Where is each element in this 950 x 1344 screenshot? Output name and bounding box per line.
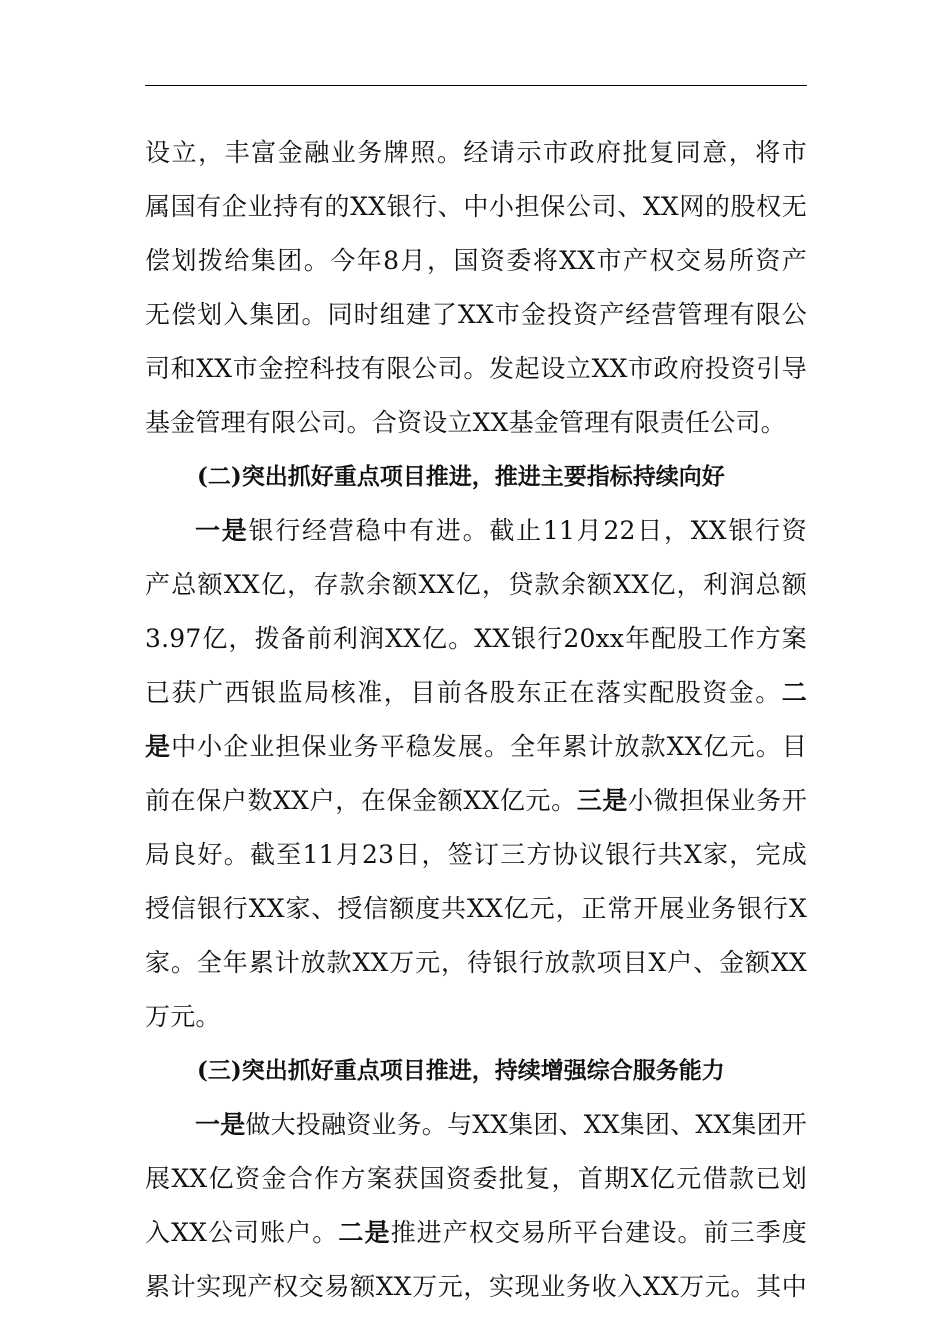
document-body	[145, 126, 807, 1314]
paragraph-line: 偿划拨给集团。今年8月，国资委将XX市产权交易所资产	[145, 246, 807, 275]
paragraph-line: 万元。	[145, 1002, 221, 1031]
paragraph-line: 司和XX市金控科技有限公司。发起设立XX市政府投资引导	[145, 354, 807, 383]
paragraph-line: 设立，丰富金融业务牌照。经请示市政府批复同意，将市	[145, 138, 807, 167]
section-heading-3: (三)突出抓好重点项目推进，持续增强综合服务能力	[197, 1057, 725, 1084]
line-text: 中小企业担保业务平稳发展。全年累计放款XX亿元。目	[171, 732, 807, 761]
line-text: 已获广西银监局核准，目前各股东正在落实配股资金。	[145, 678, 782, 707]
bold-lead: 二	[781, 678, 807, 707]
paragraph-line	[145, 774, 807, 828]
paragraph-line	[145, 1206, 807, 1260]
header-rule	[145, 85, 807, 86]
bold-lead: 是	[145, 732, 172, 761]
paragraph-line: 家。全年累计放款XX万元，待银行放款项目X户、金额XX	[145, 948, 807, 977]
line-text: 推进产权交易所平台建设。前三季度	[390, 1218, 808, 1247]
paragraph-line: 授信银行XX家、授信额度共XX亿元，正常开展业务银行X	[145, 894, 807, 923]
paragraph-line: 3.97亿，拨备前利润XX亿。XX银行20xx年配股工作方案	[145, 624, 807, 653]
section-heading-2: (二)突出抓好重点项目推进，推进主要指标持续向好	[197, 463, 725, 490]
bold-lead: 二是	[338, 1218, 391, 1247]
paragraph-line: 无偿划入集团。同时组建了XX市金投资产经营管理有限公	[145, 300, 807, 329]
line-text: 银行经营稳中有进。截止11月22日，XX银行资	[248, 516, 807, 545]
paragraph-line: 累计实现产权交易额XX万元，实现业务收入XX万元。其中	[145, 1272, 807, 1301]
paragraph-line	[145, 666, 807, 720]
bold-lead: 三是	[576, 786, 629, 815]
line-text: 做大投融资业务。与XX集团、XX集团、XX集团开	[245, 1110, 807, 1139]
bold-lead: 一是	[195, 1110, 246, 1139]
paragraph-line	[145, 720, 807, 774]
paragraph-line: 基金管理有限公司。合资设立XX基金管理有限责任公司。	[145, 408, 786, 437]
line-text: 小微担保业务开	[628, 786, 808, 815]
paragraph-line: 产总额XX亿，存款余额XX亿，贷款余额XX亿，利润总额	[145, 570, 807, 599]
line-text: 入XX公司账户。	[145, 1218, 339, 1247]
paragraph-line	[145, 504, 807, 558]
paragraph-line	[145, 1098, 807, 1152]
paragraph-line: 展XX亿资金合作方案获国资委批复，首期X亿元借款已划	[145, 1164, 807, 1193]
bold-lead: 一是	[195, 516, 249, 545]
line-text: 前在保户数XX户，在保金额XX亿元。	[145, 786, 577, 815]
paragraph-line: 局良好。截至11月23日，签订三方协议银行共X家，完成	[145, 840, 807, 869]
paragraph-line: 属国有企业持有的XX银行、中小担保公司、XX网的股权无	[145, 192, 807, 221]
